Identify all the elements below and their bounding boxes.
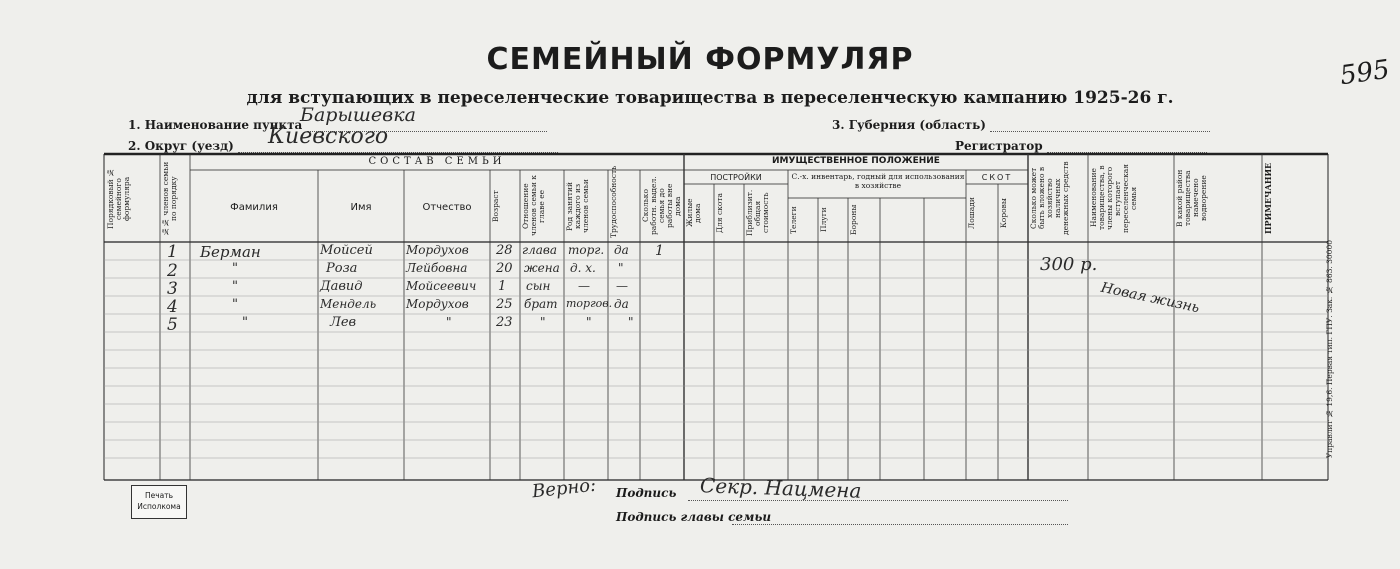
cell-surname: " bbox=[232, 297, 238, 312]
header-district: В какой район товарищества намечено водворение bbox=[1175, 169, 1208, 227]
cell-patronymic: " bbox=[446, 315, 452, 329]
head-signature-label: Подпись главы семьи bbox=[616, 510, 772, 524]
header-family-group: СОСТАВ СЕМЬИ bbox=[368, 156, 506, 167]
cell-num: 3 bbox=[167, 279, 178, 299]
header-property-group: ИМУЩЕСТВЕННОЕ ПОЛОЖЕНИЕ bbox=[772, 156, 940, 166]
page-title: СЕМЕЙНЫЙ ФОРМУЛЯР bbox=[486, 42, 914, 77]
cell-surname: " bbox=[232, 279, 238, 294]
header-occupation: Род занятий каждого из членов семьи bbox=[565, 179, 590, 233]
cell-labor: да bbox=[614, 297, 629, 311]
signature-label: Подпись bbox=[616, 486, 677, 500]
header-inventory-group: С.-х. инвентарь, годный для использования в хозяйстве bbox=[791, 172, 965, 190]
money-value: 300 р. bbox=[1040, 254, 1098, 275]
cell-age: 1 bbox=[498, 279, 507, 294]
cell-occupation: д. х. bbox=[570, 261, 596, 275]
cell-num: 1 bbox=[167, 242, 178, 262]
cell-labor: " bbox=[618, 261, 624, 275]
cell-surname: Берман bbox=[200, 243, 261, 261]
cell-relation: глава bbox=[522, 243, 557, 257]
cell-patronymic: Мордухов bbox=[406, 297, 469, 311]
head-signature-line-wrap bbox=[732, 510, 1068, 525]
header-name: Имя bbox=[350, 202, 372, 213]
header-money: Сколько может быть вложено в хозяйство наличных денежных средств bbox=[1029, 161, 1070, 235]
cell-name: Роза bbox=[326, 261, 358, 276]
cell-age: 23 bbox=[496, 315, 513, 330]
partnership-value: Новая жизнь bbox=[1099, 279, 1201, 317]
cell-patronymic: Мордухов bbox=[406, 243, 469, 257]
point-label: 1. Наименование пункта bbox=[128, 118, 303, 132]
cell-num: 4 bbox=[167, 297, 178, 317]
cell-name: Мендель bbox=[320, 297, 377, 311]
gubernia-label: 3. Губерния (область) bbox=[832, 118, 986, 132]
cell-occupation: торг. bbox=[568, 243, 605, 257]
cell-relation: сын bbox=[526, 279, 551, 293]
header-house: Жилые дома bbox=[685, 198, 702, 228]
registrar-label: Регистратор bbox=[955, 139, 1043, 153]
cell-age: 28 bbox=[496, 243, 513, 258]
signature-value: Секр. Нацмена bbox=[699, 473, 862, 503]
cell-occupation: торгов. bbox=[566, 297, 613, 310]
header-approx-value: Приблизит. общая стоимость bbox=[745, 189, 770, 237]
cell-age: 25 bbox=[496, 297, 513, 312]
header-age: Возраст bbox=[491, 190, 500, 222]
header-work-away: Сколько работн. выдел. семья до работы вне дома bbox=[641, 176, 682, 236]
cell-surname: " bbox=[232, 261, 238, 276]
verno-mark: Верно: bbox=[531, 474, 598, 503]
header-ploughs: Плуги bbox=[819, 207, 828, 233]
header-buildings-group: ПОСТРОЙКИ bbox=[710, 173, 762, 182]
header-seq-number: Порядковый № семейного формуляра bbox=[106, 168, 131, 230]
cell-age: 20 bbox=[496, 261, 513, 276]
cell-num: 5 bbox=[167, 315, 178, 335]
cell-labor: — bbox=[616, 279, 628, 293]
header-patronymic: Отчество bbox=[422, 202, 472, 213]
header-cattle-shed: Для скота bbox=[715, 193, 724, 234]
cell-work-away: 1 bbox=[655, 243, 664, 259]
printer-note: Управлит № 19,6. Первая тип. ГПУ. Зак. № 863. 30000 bbox=[1325, 240, 1334, 459]
okrug-value: Киевского bbox=[268, 124, 389, 149]
cell-patronymic: Мойсеевич bbox=[406, 279, 477, 293]
head-signature-line bbox=[732, 510, 1068, 525]
cell-occupation: — bbox=[578, 279, 590, 293]
cell-relation: жена bbox=[524, 261, 560, 275]
header-carts: Телеги bbox=[789, 206, 798, 234]
cell-labor: " bbox=[628, 315, 634, 329]
okrug-label: 2. Округ (уезд) bbox=[128, 139, 234, 153]
header-harrows: Бороны bbox=[849, 204, 858, 236]
cell-relation: " bbox=[540, 315, 546, 329]
cell-patronymic: Лейбовна bbox=[406, 261, 468, 275]
cell-surname: " bbox=[242, 315, 248, 330]
cell-name: Мойсей bbox=[320, 243, 373, 258]
header-member-number: №№ членов семьи по порядку bbox=[161, 161, 178, 237]
header-partnership: Наименование товарищества, в члены которого вступает переселенческая семья bbox=[1089, 163, 1138, 233]
page-subtitle: для вступающих в переселенческие товарищества в переселенческую кампанию 1925-26 г. bbox=[246, 88, 1174, 108]
cell-name: Давид bbox=[320, 279, 363, 294]
header-labor: Трудоспособность bbox=[609, 165, 618, 238]
header-cows: Коровы bbox=[999, 198, 1008, 228]
header-remark: ПРИМЕЧАНИЕ bbox=[1263, 162, 1273, 234]
header-livestock-group: СКОТ bbox=[981, 173, 1013, 182]
point-value: Барышевка bbox=[300, 104, 416, 126]
header-horses: Лошади bbox=[967, 197, 976, 229]
cell-occupation: " bbox=[586, 315, 592, 329]
cell-num: 2 bbox=[167, 261, 178, 281]
page-number: 595 bbox=[1338, 54, 1392, 92]
stamp-line-2: Исполкома bbox=[137, 502, 181, 511]
cell-relation: брат bbox=[524, 297, 558, 311]
header-relation: Отношение членов семьи к главе ее bbox=[521, 175, 546, 237]
cell-labor: да bbox=[614, 243, 629, 257]
stamp-box bbox=[131, 485, 187, 519]
stamp-line-1: Печать bbox=[144, 491, 174, 500]
cell-name: Лев bbox=[330, 315, 357, 330]
header-surname: Фамилия bbox=[230, 202, 278, 213]
